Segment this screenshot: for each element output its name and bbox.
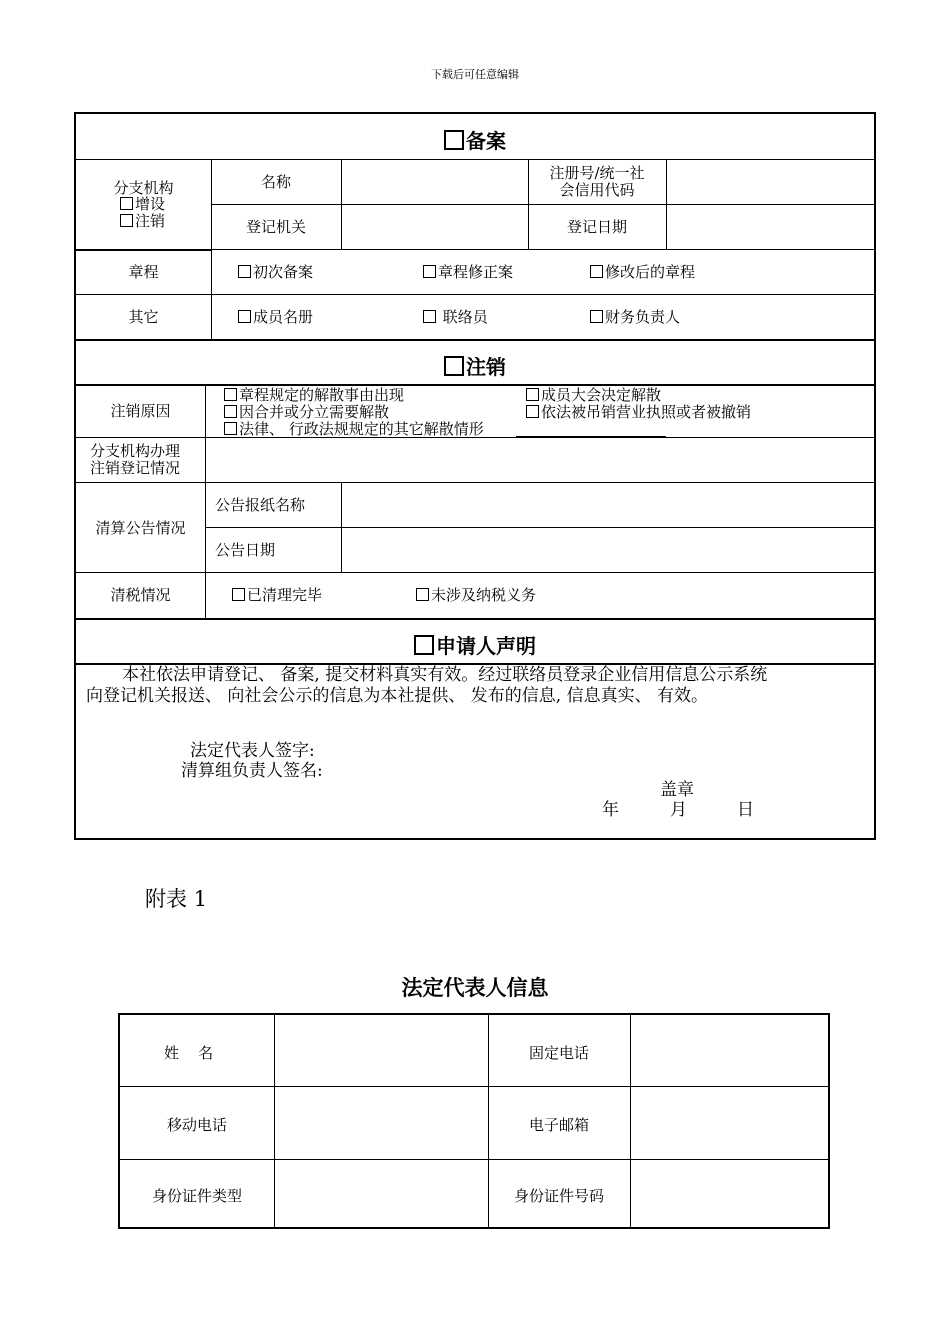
liquidation-signature: 清算组负责人签名: — [181, 761, 323, 781]
appendix-label: 附表 1 — [145, 887, 208, 911]
declaration-title: 申请人声明 — [76, 630, 874, 659]
reason-charter-option[interactable]: 章程规定的解散事由出现 — [224, 387, 404, 404]
name-label: 名称 — [260, 173, 291, 191]
branch-status-label-1: 分支机构办理 — [90, 442, 181, 460]
liquidation-label: 清算公告情况 — [95, 519, 186, 537]
reason-label: 注销原因 — [110, 402, 171, 420]
month-label: 月 — [670, 800, 687, 820]
tax-label: 清税情况 — [110, 586, 171, 604]
branch-add-option[interactable]: 增设 — [120, 196, 165, 213]
page-header: 下载后可任意编辑 — [431, 68, 519, 81]
filing-section-title: 备案 — [76, 125, 874, 154]
charter-initial-option[interactable]: 初次备案 — [238, 264, 313, 281]
registration-form — [74, 112, 876, 840]
declaration-line-1: 本社依法申请登记、 备案, 提交材料真实有效。经过联络员登录企业信用信息公示系统 — [122, 665, 768, 685]
finance-officer-option[interactable]: 财务负责人 — [590, 309, 680, 326]
reason-merger-option[interactable]: 因合并或分立需要解散 — [224, 404, 389, 421]
landline-label: 固定电话 — [528, 1044, 589, 1062]
year-label: 年 — [602, 800, 619, 820]
declaration-line-2: 向登记机关报送、 向社会公示的信息为本社提供、 发布的信息, 信息真实、 有效。 — [86, 686, 709, 706]
reg-date-label: 登记日期 — [566, 218, 627, 236]
filing-checkbox[interactable] — [444, 130, 464, 150]
reg-no-label-2: 会信用代码 — [559, 181, 635, 199]
branch-cancel-option[interactable]: 注销 — [120, 213, 165, 230]
day-label: 日 — [737, 800, 754, 820]
authority-label: 登记机关 — [245, 218, 306, 236]
appendix-title: 法定代表人信息 — [401, 976, 549, 1000]
reason-law-option[interactable]: 法律、 行政法规规定的其它解散情形 — [224, 421, 484, 438]
reg-no-label-1: 注册号/统一社 — [549, 164, 645, 182]
id-type-label: 身份证件类型 — [151, 1187, 242, 1205]
seal-label: 盖章 — [660, 780, 694, 800]
mobile-label: 移动电话 — [166, 1116, 227, 1134]
charter-revised-option[interactable]: 修改后的章程 — [590, 264, 695, 281]
tax-none-option[interactable]: 未涉及纳税义务 — [416, 587, 536, 604]
charter-label: 章程 — [128, 263, 159, 281]
id-no-label: 身份证件号码 — [513, 1187, 604, 1205]
other-label: 其它 — [128, 308, 159, 326]
declaration-checkbox[interactable] — [414, 635, 434, 655]
announce-date-label: 公告日期 — [215, 541, 276, 559]
tax-cleared-option[interactable]: 已清理完毕 — [232, 587, 322, 604]
cancel-section-title: 注销 — [76, 351, 874, 380]
reason-revoked-option[interactable]: 依法被吊销营业执照或者被撤销 — [526, 404, 751, 421]
branch-status-label-2: 注销登记情况 — [90, 459, 181, 477]
legal-rep-table — [118, 1013, 830, 1229]
newspaper-label: 公告报纸名称 — [215, 496, 306, 514]
name-label: 姓 名 — [164, 1044, 214, 1062]
charter-amendment-option[interactable]: 章程修正案 — [423, 264, 513, 281]
cancel-checkbox[interactable] — [444, 356, 464, 376]
reason-assembly-option[interactable]: 成员大会决定解散 — [526, 387, 661, 404]
legal-rep-signature: 法定代表人签字: — [190, 741, 315, 761]
member-list-option[interactable]: 成员名册 — [238, 309, 313, 326]
branch-label: 分支机构 — [113, 179, 174, 197]
liaison-option[interactable]: 联络员 — [423, 309, 488, 326]
email-label: 电子邮箱 — [528, 1116, 589, 1134]
